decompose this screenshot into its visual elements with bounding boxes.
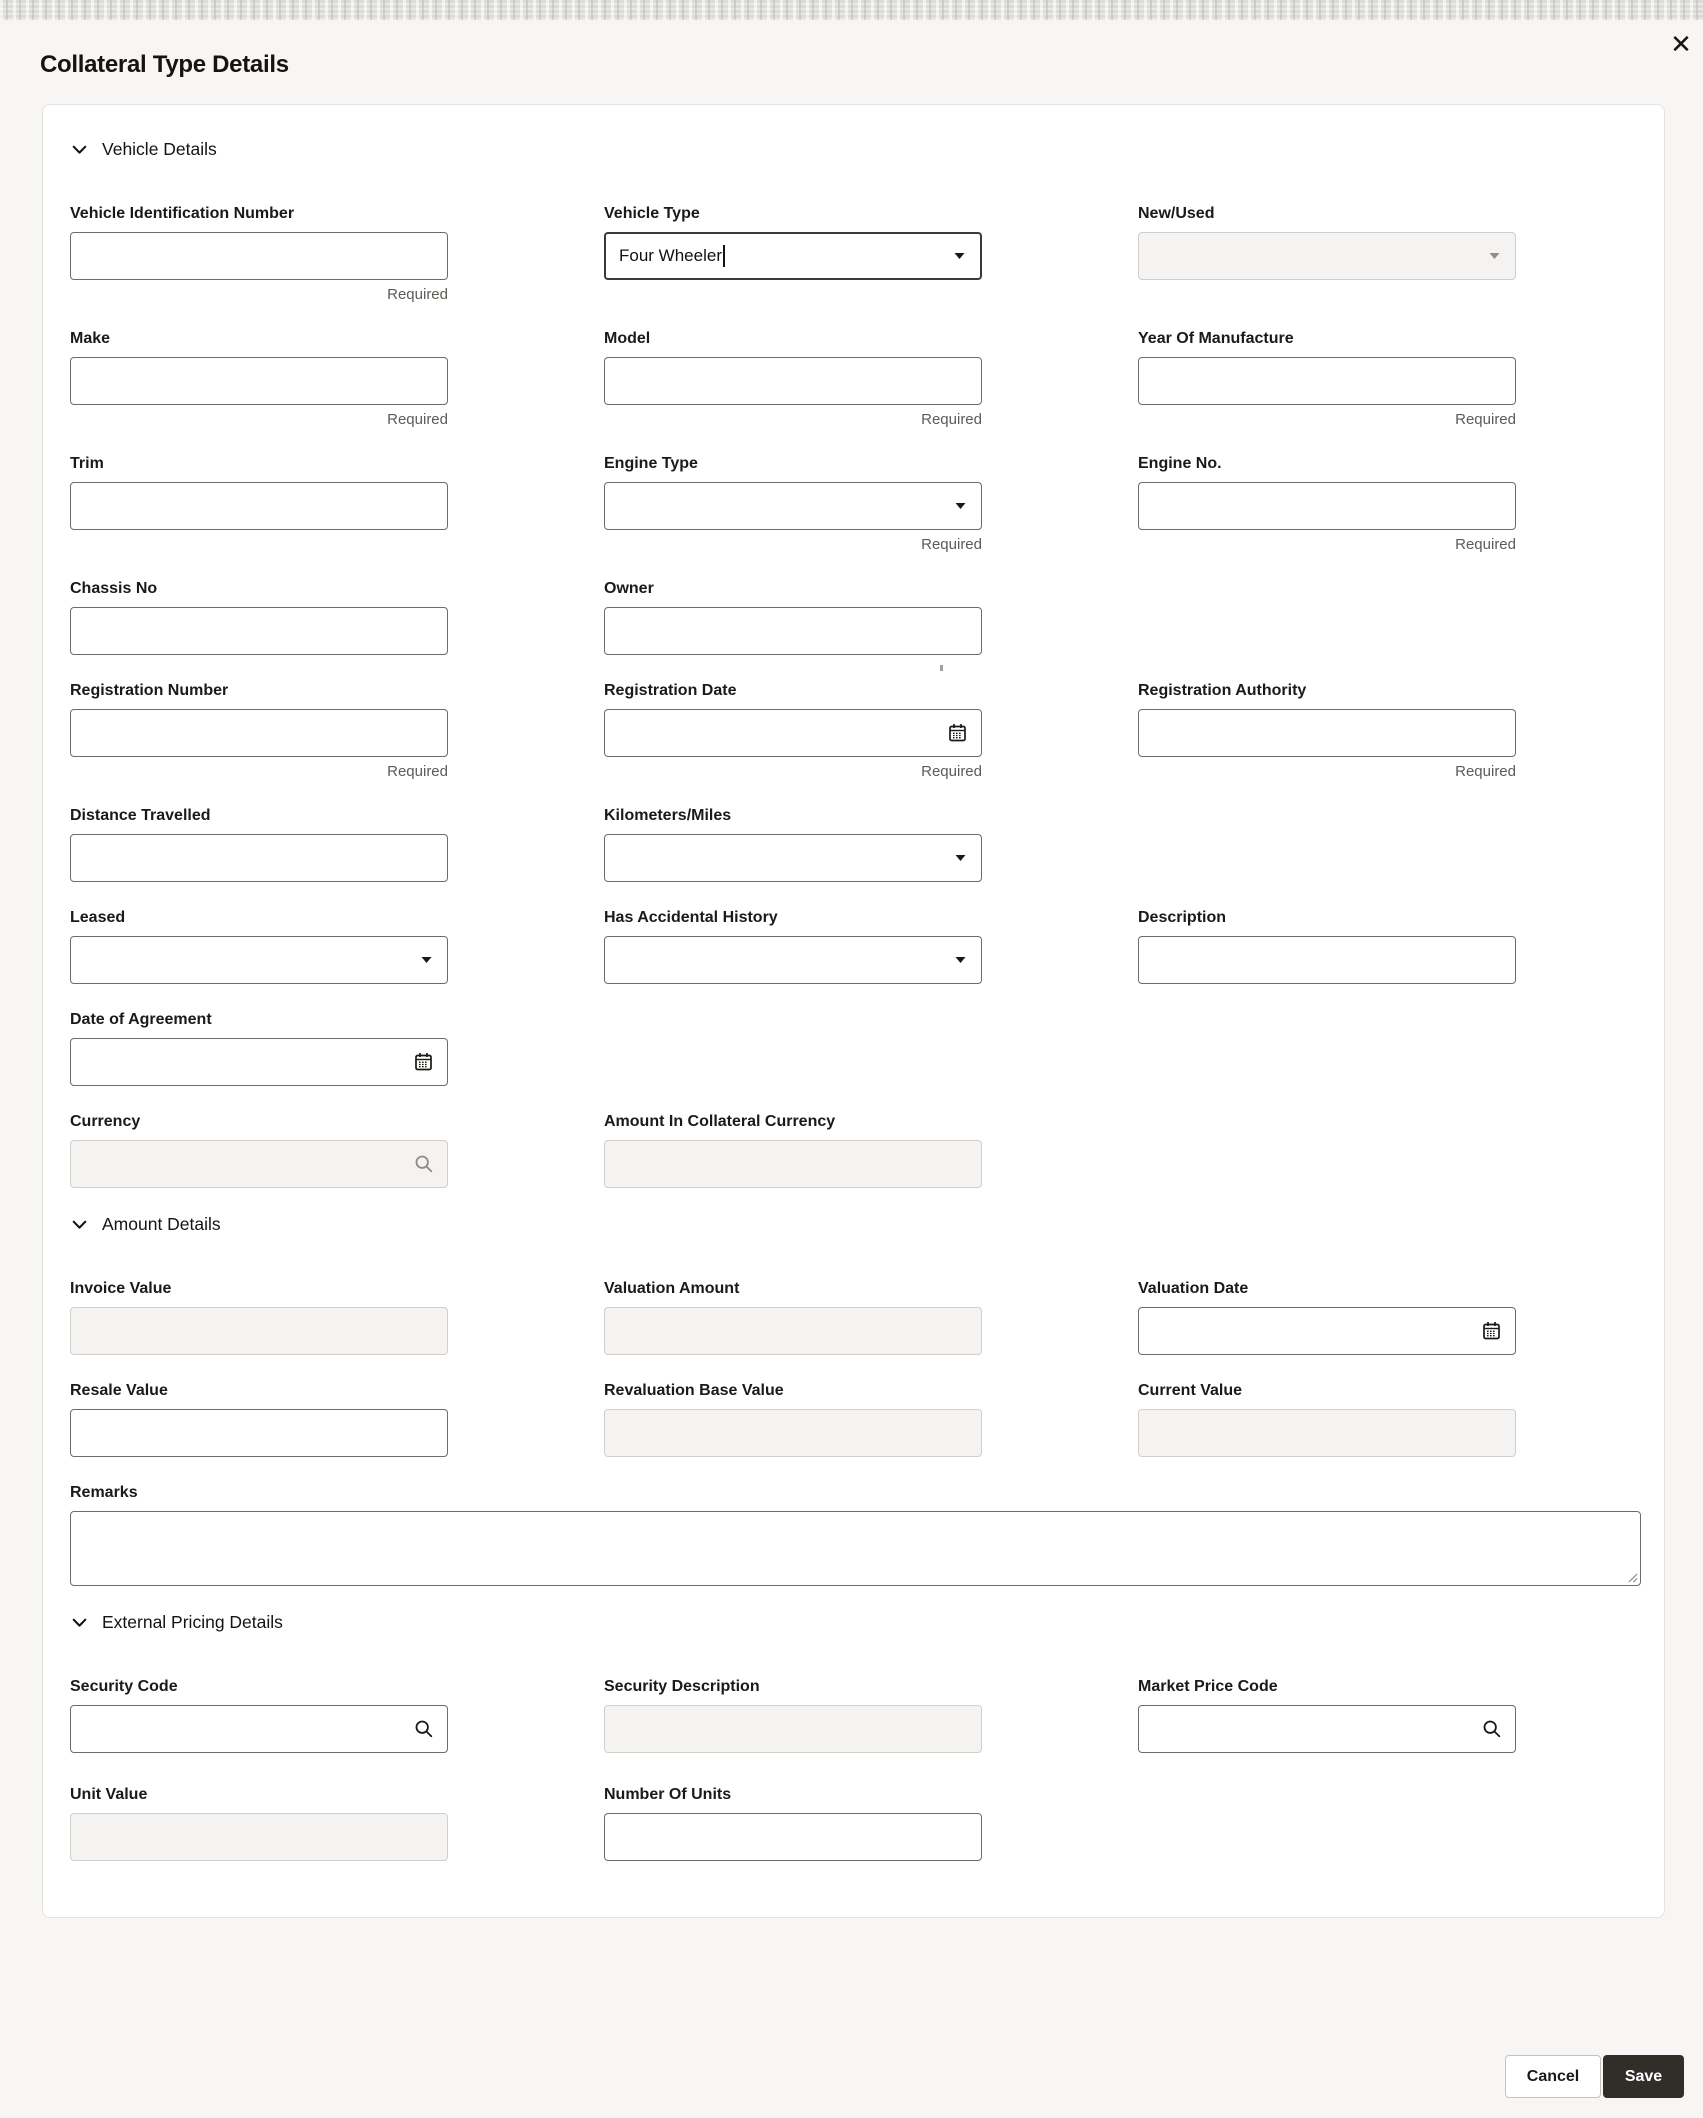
unit-value-field: [70, 1785, 448, 1861]
search-icon: [414, 1154, 434, 1174]
date-of-agreement-input[interactable]: [70, 1038, 448, 1086]
window-texture-strip: [0, 0, 1703, 20]
engine-type-field: [604, 454, 982, 553]
form-row: [70, 681, 1637, 780]
valuation-amount-field: [604, 1279, 982, 1355]
amount-details-section: [70, 1214, 1637, 1586]
section-title: Amount Details: [102, 1214, 221, 1234]
search-icon[interactable]: [414, 1719, 434, 1739]
caret-down-icon: [955, 503, 966, 510]
distance-travelled-label: Distance Travelled: [70, 807, 211, 824]
search-icon[interactable]: [1482, 1719, 1502, 1739]
registration-authority-field: [1138, 681, 1516, 780]
engine-no-input[interactable]: [1138, 482, 1516, 530]
unit-value-label: Unit Value: [70, 1786, 148, 1803]
security-code-field: [70, 1677, 448, 1753]
chevron-down-icon: [72, 1618, 87, 1628]
vehicle-identification-number-field: [70, 204, 448, 303]
new-used-field: [1138, 204, 1516, 303]
remarks-field: [70, 1483, 1641, 1586]
current-value-label: Current Value: [1138, 1382, 1243, 1399]
chassis-no-input[interactable]: [70, 607, 448, 655]
number-of-units-label: Number Of Units: [604, 1786, 732, 1803]
form-row: [70, 454, 1637, 553]
registration-number-input[interactable]: [70, 709, 448, 757]
vehicle-type-label: Vehicle Type: [604, 205, 700, 222]
revaluation-base-value-input: [604, 1409, 982, 1457]
market-price-code-field: [1138, 1677, 1516, 1753]
distance-travelled-field: [70, 806, 448, 882]
footer-actions: [1505, 2055, 1684, 2098]
currency-label: Currency: [70, 1113, 141, 1130]
kilometers-miles-input[interactable]: [604, 834, 982, 882]
has-accidental-history-field: [604, 908, 982, 984]
section-title: External Pricing Details: [102, 1612, 283, 1632]
unit-value-input: [70, 1813, 448, 1861]
required-hint: Required: [1455, 536, 1516, 553]
form-row: [70, 1112, 1637, 1188]
vehicle-type-value: Four Wheeler: [619, 246, 722, 265]
new-used-label: New/Used: [1138, 205, 1215, 222]
distance-travelled-input[interactable]: [70, 834, 448, 882]
vehicle-type-input[interactable]: [604, 232, 982, 280]
registration-authority-label: Registration Authority: [1138, 682, 1307, 699]
model-label: Model: [604, 330, 651, 347]
caret-down-icon: [1489, 253, 1500, 260]
chevron-down-icon: [72, 145, 87, 155]
valuation-amount-label: Valuation Amount: [604, 1280, 740, 1297]
close-icon[interactable]: ✕: [1661, 24, 1701, 64]
registration-date-input[interactable]: [604, 709, 982, 757]
required-hint: Required: [921, 763, 982, 780]
registration-date-label: Registration Date: [604, 682, 737, 699]
form-row: [70, 908, 1637, 984]
registration-authority-input[interactable]: [1138, 709, 1516, 757]
security-code-label: Security Code: [70, 1678, 178, 1695]
required-hint: Required: [387, 286, 448, 303]
resale-value-input[interactable]: [70, 1409, 448, 1457]
revaluation-base-value-label: Revaluation Base Value: [604, 1382, 784, 1399]
form-row: [70, 1279, 1637, 1355]
amount-in-collateral-currency-field: [604, 1112, 982, 1188]
has-accidental-history-label: Has Accidental History: [604, 909, 778, 926]
remarks-textarea[interactable]: [70, 1511, 1641, 1586]
caret-down-icon: [421, 957, 432, 964]
description-field: [1138, 908, 1516, 984]
amount-details-header[interactable]: [72, 1214, 1637, 1235]
current-value-input: [1138, 1409, 1516, 1457]
valuation-amount-input: [604, 1307, 982, 1355]
invoice-value-label: Invoice Value: [70, 1280, 172, 1297]
text-cursor: [723, 245, 725, 267]
owner-input[interactable]: [604, 607, 982, 655]
collateral-form-card: [42, 104, 1665, 1918]
registration-date-field: [604, 681, 982, 780]
date-of-agreement-field: [70, 1010, 448, 1086]
has-accidental-history-input[interactable]: [604, 936, 982, 984]
number-of-units-input[interactable]: [604, 1813, 982, 1861]
vehicle-details-section: [70, 139, 1637, 1188]
caret-down-icon: [955, 855, 966, 862]
security-code-input[interactable]: [70, 1705, 448, 1753]
resale-value-label: Resale Value: [70, 1382, 168, 1399]
market-price-code-input[interactable]: [1138, 1705, 1516, 1753]
valuation-date-label: Valuation Date: [1138, 1280, 1249, 1297]
number-of-units-field: [604, 1785, 982, 1861]
leased-label: Leased: [70, 909, 126, 926]
kilometers-miles-label: Kilometers/Miles: [604, 807, 732, 824]
dialog-title: Collateral Type Details: [40, 51, 289, 78]
registration-number-label: Registration Number: [70, 682, 229, 699]
form-row: [70, 1010, 1637, 1086]
calendar-icon[interactable]: [947, 723, 968, 744]
external-pricing-details-section: [70, 1612, 1637, 1861]
engine-type-input[interactable]: [604, 482, 982, 530]
trim-label: Trim: [70, 455, 104, 472]
required-hint: Required: [921, 536, 982, 553]
resale-value-field: [70, 1381, 448, 1457]
required-hint: Required: [1455, 411, 1516, 428]
description-label: Description: [1138, 909, 1227, 926]
calendar-icon[interactable]: [413, 1052, 434, 1073]
vehicle-identification-number-input[interactable]: [70, 232, 448, 280]
leased-field: [70, 908, 448, 984]
engine-no-field: [1138, 454, 1516, 553]
year-of-manufacture-field: [1138, 329, 1516, 428]
make-input[interactable]: [70, 357, 448, 405]
required-hint: Required: [921, 411, 982, 428]
save-button[interactable]: Save: [1603, 2055, 1684, 2098]
currency-field: [70, 1112, 448, 1188]
security-description-field: [604, 1677, 982, 1753]
owner-label: Owner: [604, 580, 654, 597]
stray-mark: [940, 665, 943, 671]
required-hint: Required: [387, 763, 448, 780]
engine-type-label: Engine Type: [604, 455, 698, 472]
kilometers-miles-field: [604, 806, 982, 882]
form-row: [70, 329, 1637, 428]
current-value-field: [1138, 1381, 1516, 1457]
form-row: [70, 1785, 1637, 1861]
security-description-label: Security Description: [604, 1678, 760, 1695]
valuation-date-input[interactable]: [1138, 1307, 1516, 1355]
calendar-icon[interactable]: [1481, 1321, 1502, 1342]
required-hint: Required: [387, 411, 448, 428]
market-price-code-label: Market Price Code: [1138, 1678, 1278, 1695]
trim-input[interactable]: [70, 482, 448, 530]
caret-down-icon: [955, 957, 966, 964]
new-used-input: [1138, 232, 1516, 280]
chevron-down-icon: [72, 1220, 87, 1230]
year-of-manufacture-label: Year Of Manufacture: [1138, 330, 1294, 347]
invoice-value-field: [70, 1279, 448, 1355]
form-row: [70, 1381, 1637, 1457]
form-row: [70, 579, 1637, 655]
form-row: [70, 204, 1637, 303]
required-hint: Required: [1455, 763, 1516, 780]
caret-down-icon: [954, 253, 965, 260]
external-pricing-details-header[interactable]: [72, 1612, 1637, 1633]
section-title: Vehicle Details: [102, 139, 217, 159]
currency-input: [70, 1140, 448, 1188]
chassis-no-field: [70, 579, 448, 655]
date-of-agreement-label: Date of Agreement: [70, 1011, 212, 1028]
leased-input[interactable]: [70, 936, 448, 984]
vehicle-details-header[interactable]: [72, 139, 1637, 160]
engine-no-label: Engine No.: [1138, 455, 1222, 472]
revaluation-base-value-field: [604, 1381, 982, 1457]
vehicle-type-field: [604, 204, 982, 303]
resize-handle-icon[interactable]: [1627, 1572, 1638, 1583]
owner-field: [604, 579, 982, 655]
security-description-input: [604, 1705, 982, 1753]
year-of-manufacture-input[interactable]: [1138, 357, 1516, 405]
trim-field: [70, 454, 448, 553]
registration-number-field: [70, 681, 448, 780]
amount-in-collateral-currency-label: Amount In Collateral Currency: [604, 1113, 836, 1130]
make-label: Make: [70, 330, 111, 347]
form-row: [70, 1483, 1637, 1586]
form-row: [70, 806, 1637, 882]
make-field: [70, 329, 448, 428]
vehicle-identification-number-label: Vehicle Identification Number: [70, 205, 295, 222]
model-field: [604, 329, 982, 428]
description-input[interactable]: [1138, 936, 1516, 984]
invoice-value-input: [70, 1307, 448, 1355]
cancel-button[interactable]: Cancel: [1505, 2055, 1601, 2098]
form-row: [70, 1677, 1637, 1753]
model-input[interactable]: [604, 357, 982, 405]
valuation-date-field: [1138, 1279, 1516, 1355]
remarks-label: Remarks: [70, 1484, 138, 1501]
chassis-no-label: Chassis No: [70, 580, 158, 597]
amount-in-collateral-currency-input: [604, 1140, 982, 1188]
